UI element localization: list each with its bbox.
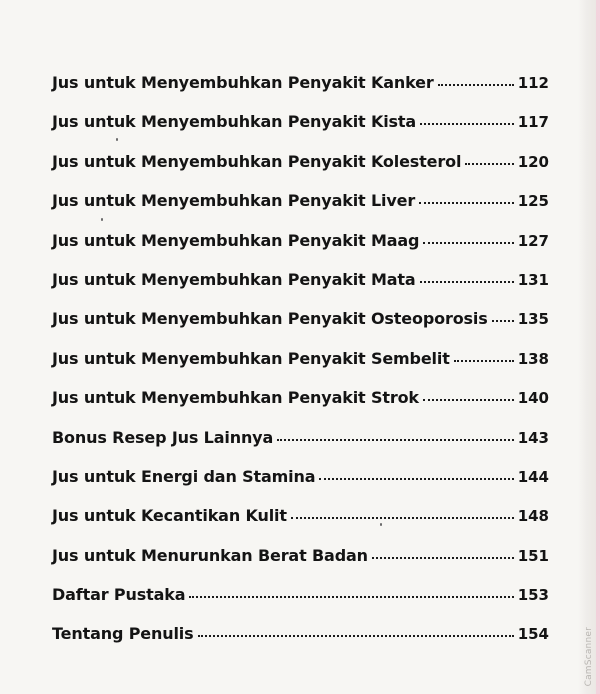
toc-entry bbox=[52, 428, 549, 467]
toc-dot-leader bbox=[492, 320, 514, 322]
toc-entry-title: Jus untuk Menyembuhkan Penyakit Osteoporosis bbox=[52, 309, 488, 329]
toc-entry-title: Bonus Resep Jus Lainnya bbox=[52, 427, 274, 447]
toc-entry-title: Jus untuk Kecantikan Kulit bbox=[52, 506, 287, 526]
toc-dot-leader bbox=[454, 360, 514, 362]
toc-dot-leader bbox=[291, 517, 514, 519]
toc-entry bbox=[52, 585, 549, 624]
toc-entry-title: Jus untuk Menyembuhkan Penyakit Liver bbox=[52, 191, 416, 211]
toc-page-number: 112 bbox=[517, 74, 549, 92]
toc-entry bbox=[52, 152, 549, 191]
toc-page-number: 143 bbox=[517, 428, 549, 447]
toc-page-number: 117 bbox=[517, 113, 549, 132]
scanner-watermark: CamScanner bbox=[584, 626, 594, 686]
toc-entry bbox=[52, 73, 549, 112]
toc-entry bbox=[52, 231, 549, 270]
toc-entry-title: Jus untuk Menyembuhkan Penyakit Kista bbox=[52, 112, 417, 132]
toc-entry bbox=[52, 546, 549, 585]
toc-dot-leader bbox=[420, 281, 514, 283]
toc-entry bbox=[52, 624, 549, 663]
toc-dot-leader bbox=[319, 478, 513, 480]
page-edge bbox=[578, 0, 600, 694]
toc-page-number: 151 bbox=[517, 546, 549, 565]
toc-dot-leader bbox=[465, 163, 513, 165]
toc-page-number: 131 bbox=[517, 270, 549, 289]
toc-page-number: 154 bbox=[517, 625, 549, 644]
toc-dot-leader bbox=[420, 123, 514, 125]
toc-dot-leader bbox=[277, 439, 514, 441]
toc-page-number: 140 bbox=[517, 389, 549, 408]
toc-entry-title: Jus untuk Menyembuhkan Penyakit Strok bbox=[52, 388, 419, 408]
toc-dot-leader bbox=[372, 557, 514, 559]
toc-dot-leader bbox=[198, 635, 514, 637]
toc-entry bbox=[52, 388, 549, 427]
toc-dot-leader bbox=[419, 202, 514, 204]
toc-entry bbox=[52, 349, 549, 388]
toc-entry-title: Jus untuk Menyembuhkan Penyakit Mata bbox=[52, 269, 416, 289]
toc-dot-leader bbox=[423, 399, 514, 401]
toc-page-number: 120 bbox=[517, 152, 549, 171]
toc-entry bbox=[52, 191, 549, 230]
toc-entry bbox=[52, 112, 549, 151]
toc-entry-title: Jus untuk Energi dan Stamina bbox=[52, 466, 316, 486]
toc-entry-title: Daftar Pustaka bbox=[52, 585, 186, 605]
toc-entry-title: Tentang Penulis bbox=[52, 624, 194, 644]
toc-entry bbox=[52, 467, 549, 506]
toc-page-number: 127 bbox=[517, 231, 549, 250]
page-edge-tint bbox=[596, 0, 600, 694]
toc-page-number: 153 bbox=[517, 586, 549, 605]
toc-entry bbox=[52, 506, 549, 545]
toc-page-number: 138 bbox=[517, 349, 549, 368]
toc-entry bbox=[52, 270, 549, 309]
toc-dot-leader bbox=[438, 84, 514, 86]
toc-dot-leader bbox=[189, 596, 513, 598]
toc-page-number: 125 bbox=[517, 192, 549, 211]
toc-entry-title: Jus untuk Menurunkan Berat Badan bbox=[52, 545, 368, 565]
toc-page-number: 148 bbox=[517, 507, 549, 526]
toc-entry-title: Jus untuk Menyembuhkan Penyakit Kanker bbox=[52, 73, 434, 92]
table-of-contents bbox=[52, 73, 549, 664]
toc-page-number: 144 bbox=[517, 467, 549, 486]
toc-entry bbox=[52, 309, 549, 348]
toc-entry-title: Jus untuk Menyembuhkan Penyakit Maag bbox=[52, 230, 420, 250]
toc-dot-leader bbox=[423, 242, 513, 244]
toc-page-number: 135 bbox=[517, 310, 549, 329]
toc-entry-title: Jus untuk Menyembuhkan Penyakit Sembelit bbox=[52, 348, 450, 368]
toc-entry-title: Jus untuk Menyembuhkan Penyakit Kolesterol bbox=[52, 151, 462, 171]
